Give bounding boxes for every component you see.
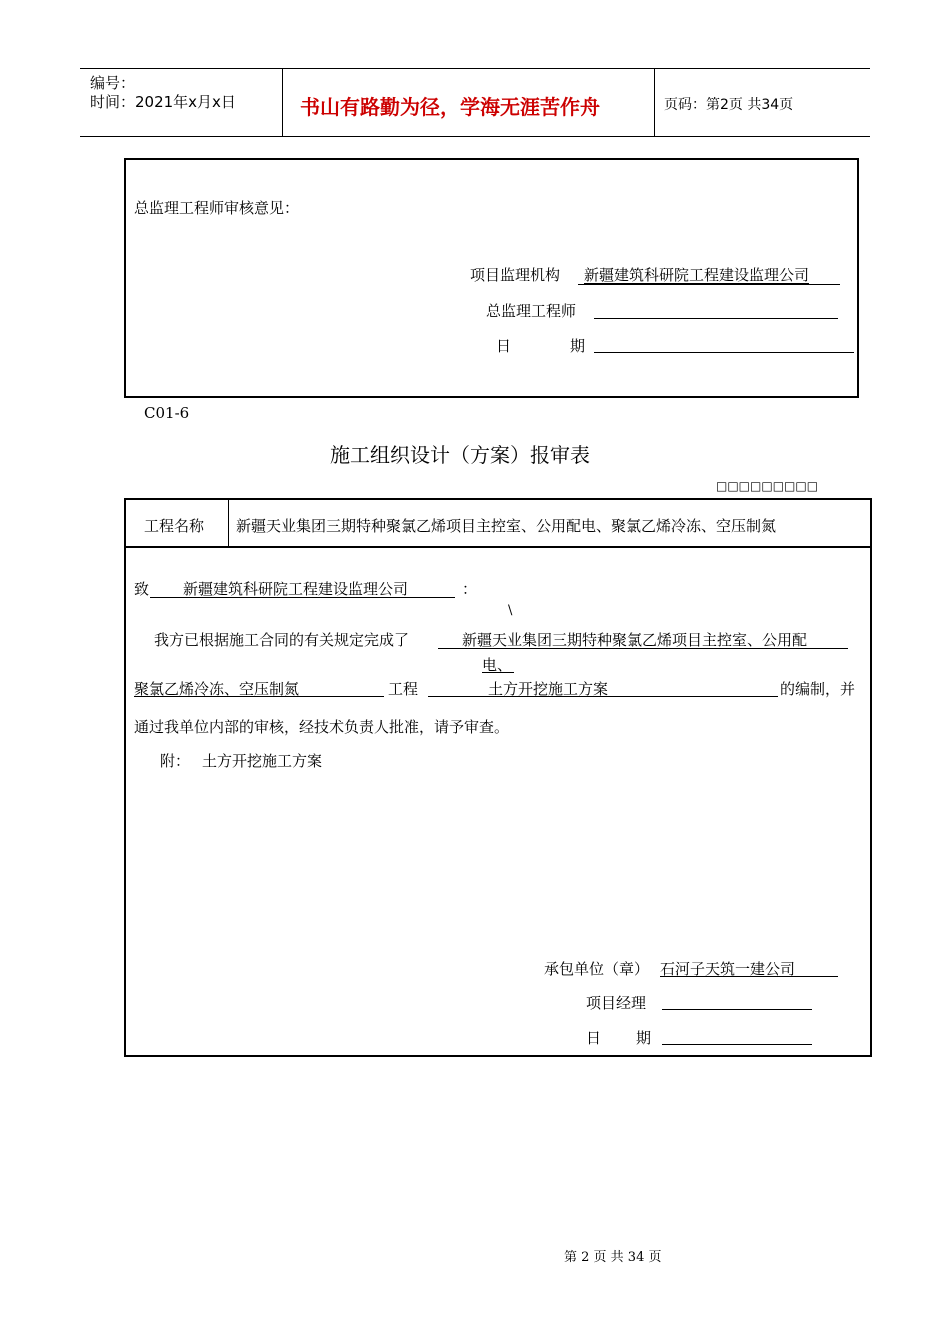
stray-backslash: \	[508, 603, 513, 618]
review-date-label-1: 日	[496, 337, 512, 355]
addressee-colon: ：	[462, 580, 478, 598]
addressee-underline	[150, 597, 455, 598]
contractor-underline	[660, 976, 838, 977]
attachment-value: 土方开挖施工方案	[202, 752, 323, 770]
review-date-label-2: 期	[570, 337, 586, 355]
paragraph-project-line2: 电、	[482, 656, 513, 674]
header-time: 时间：2021年x月x日	[90, 93, 236, 111]
addressee-value: 新疆建筑科研院工程建设监理公司	[183, 580, 409, 598]
signature-date-label-2: 期	[636, 1029, 652, 1047]
review-date-line	[594, 352, 854, 353]
attachment-label: 附：	[160, 752, 191, 770]
paragraph-scheme: 土方开挖施工方案	[488, 680, 609, 698]
supervision-org-underline	[578, 284, 840, 285]
project-name-value: 新疆天业集团三期特种聚氯乙烯项目主控室、公用配电、聚氯乙烯冷冻、空压制氮	[236, 517, 777, 535]
header-bottom-rule	[80, 136, 870, 137]
supervision-org-label: 项目监理机构	[470, 266, 561, 284]
paragraph-project-line1: 新疆天业集团三期特种聚氯乙烯项目主控室、公用配	[462, 631, 808, 649]
paragraph-project-underline2	[482, 672, 514, 673]
supervision-org-value: 新疆建筑科研院工程建设监理公司	[584, 266, 810, 284]
paragraph-project-underline1	[438, 648, 848, 649]
header-divider-right	[654, 68, 655, 136]
project-manager-line	[662, 1009, 812, 1010]
paragraph-prefix: 我方已根据施工合同的有关规定完成了	[154, 631, 410, 649]
form-code: C01-6	[144, 404, 190, 422]
form-title: 施工组织设计（方案）报审表	[330, 443, 590, 467]
header-number: 编号：	[90, 74, 136, 92]
project-row-divider	[124, 546, 872, 548]
paragraph-project-underline3	[134, 696, 384, 697]
header-top-rule	[80, 68, 870, 69]
chief-opinion-label: 总监理工程师审核意见：	[134, 199, 300, 217]
contractor-value: 石河子天筑一建公司	[660, 960, 796, 978]
paragraph-scheme-underline	[428, 696, 778, 697]
header-motto: 书山有路勤为径，学海无涯苦作舟	[300, 95, 600, 119]
header-divider-left	[282, 68, 283, 136]
chief-engineer-line	[594, 318, 838, 319]
project-manager-label: 项目经理	[586, 994, 647, 1012]
paragraph-gongcheng: 工程	[388, 680, 419, 698]
page-footer: 第 2 页 共 34 页	[564, 1250, 662, 1265]
signature-date-label-1: 日	[586, 1029, 602, 1047]
addressee-label: 致	[134, 580, 150, 598]
form-number-boxes: □□□□□□□□□	[716, 479, 819, 493]
contractor-label: 承包单位（章）	[544, 960, 650, 978]
paragraph-line4: 通过我单位内部的审核，经技术负责人批准，请予审查。	[134, 718, 510, 736]
chief-engineer-label: 总监理工程师	[486, 302, 577, 320]
paragraph-suffix: 的编制，并	[780, 680, 856, 698]
signature-date-line	[662, 1044, 812, 1045]
project-name-label: 工程名称	[144, 517, 205, 535]
paragraph-project-line3: 聚氯乙烯冷冻、空压制氮	[134, 680, 300, 698]
header-page: 页码：第2页 共34页	[664, 97, 794, 113]
project-name-col-divider	[228, 498, 229, 546]
